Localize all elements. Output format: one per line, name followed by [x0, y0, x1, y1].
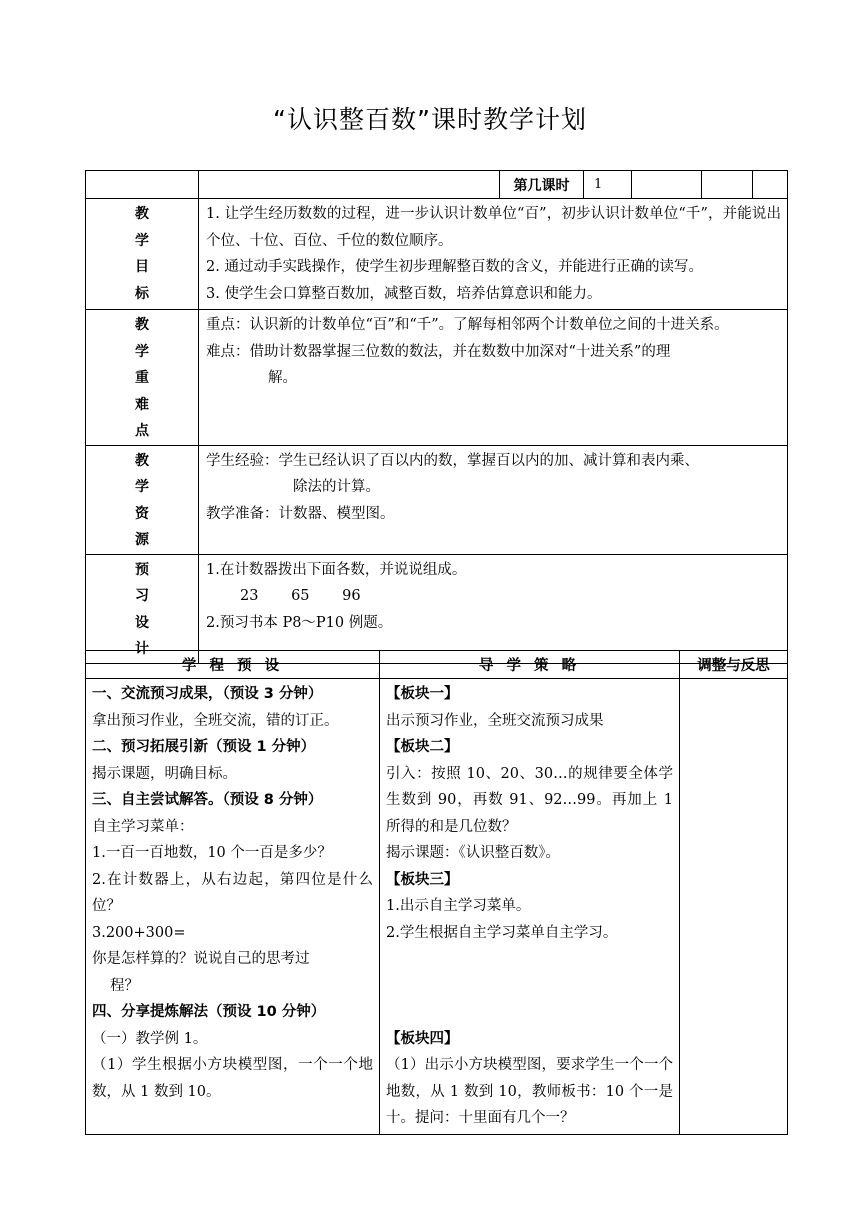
text-line: 1.出示自主学习菜单。: [386, 898, 531, 914]
text-line: 出示预习作业，全班交流预习成果: [386, 712, 604, 729]
lesson-number-value: 1: [584, 171, 632, 199]
lesson-number-label: 第几课时: [500, 171, 584, 199]
preview-label: 预 习 设 计: [86, 554, 199, 663]
blank-cell: [632, 171, 702, 199]
section-heading: 二、预习拓展引新（预设 1 分钟）: [92, 739, 316, 755]
experience-text-cont: 除法的计算。: [293, 479, 380, 495]
objectives-label: 教 学 目 标: [86, 199, 199, 310]
key-points-label: 教 学 重 难 点: [86, 310, 199, 446]
section-heading: 【板块四】: [386, 1030, 459, 1047]
text-line: 程？: [110, 977, 139, 994]
learning-column-header: 学 程 预 设: [86, 651, 380, 679]
text-line: 3.200+300=: [92, 924, 186, 941]
spacer-line: [386, 946, 673, 973]
prep-text: 教学准备：计数器、模型图。: [206, 505, 395, 522]
text-line: （一）教学例 1。: [92, 1030, 208, 1047]
text-line: 揭示课题，明确目标。: [92, 765, 237, 782]
text-line: 2.学生根据自主学习菜单自主学习。: [386, 924, 618, 941]
text-line: 2.在计数器上，从右边起，第四位是什么位？: [92, 871, 373, 914]
lesson-plan-header-table: [85, 170, 788, 664]
blank-cell: [702, 171, 753, 199]
key-points-content: [199, 310, 788, 446]
preview-content: [199, 554, 788, 663]
teaching-process-table: [85, 650, 788, 1135]
preview-number: 96: [342, 588, 361, 604]
learning-process-cell: [86, 679, 380, 1135]
blank-cell: [86, 171, 199, 199]
spacer-line: [386, 999, 673, 1026]
page-title: “认识整百数”课时教学计划: [273, 105, 587, 134]
objectives-content: [199, 199, 788, 310]
text-line: 揭示课题：《认识整百数》。: [386, 845, 560, 861]
spacer-line: [386, 973, 673, 1000]
objective-line: 2. 通过动手实践操作，使学生初步理解整百数的含义，并能进行正确的读写。: [206, 259, 703, 275]
preview-number: 23: [240, 588, 259, 604]
guide-column-header: 导 学 策 略: [380, 651, 680, 679]
resources-label: 教 学 资 源: [86, 445, 199, 554]
section-heading: 【板块一】: [386, 686, 459, 702]
text-line: 你是怎样算的？说说自己的思考过: [92, 951, 310, 967]
text-line: 1.一百一百地数，10 个一百是多少？: [92, 845, 332, 861]
section-heading: 【板块二】: [386, 739, 459, 755]
text-line: （1）出示小方块模型图，要求学生一个一个地数，从 1 数到 10，教师板书：10 个一是十。提问：十里面有几个一？: [386, 1057, 673, 1126]
section-heading: 【板块三】: [386, 871, 459, 888]
section-heading: 一、交流预习成果，（预设 3 分钟）: [92, 686, 323, 702]
reflection-column-header: 调整与反思: [680, 651, 788, 679]
blank-cell: [753, 171, 788, 199]
experience-text: 学生经验：学生已经认识了百以内的数，掌握百以内的加、减计算和表内乘、: [206, 452, 699, 469]
blank-cell: [199, 171, 500, 199]
objective-line: 3. 使学生会口算整百数加，减整百数，培养估算意识和能力。: [206, 285, 602, 302]
text-line: 拿出预习作业，全班交流，错的订正。: [92, 712, 339, 729]
preview-line-2: 2.预习书本 P8～P10 例题。: [206, 614, 393, 631]
objective-line: 1. 让学生经历数数的过程，进一步认识计数单位“百”，初步认识计数单位“千”，并能说出个位、十位、百位、千位的数位顺序。: [206, 206, 781, 249]
guide-strategy-cell: [380, 679, 680, 1135]
reflection-cell: [680, 679, 788, 1135]
section-heading: 三、自主尝试解答。（预设 8 分钟）: [92, 792, 323, 808]
text-line: 自主学习菜单：: [92, 818, 194, 835]
difficulty-text: 难点：借助计数器掌握三位数的数法，并在数数中加深对“十进关系”的理: [206, 343, 671, 360]
preview-numbers: [206, 583, 781, 610]
resources-content: [199, 445, 788, 554]
difficulty-text-cont: 解。: [268, 370, 297, 386]
text-line: （1）学生根据小方块模型图，一个一个地数，从 1 数到 10。: [92, 1057, 373, 1100]
section-heading: 四、分享提炼解法（预设 10 分钟）: [92, 1004, 326, 1020]
text-line: 引入：按照 10、20、30…的规律要全体学生数到 90，再数 91、92…99。再加上 1 所得的和是几位数？: [386, 765, 673, 835]
focus-text: 重点：认识新的计数单位“百”和“千”。了解每相邻两个计数单位之间的十进关系。: [206, 317, 729, 333]
preview-number: 65: [291, 588, 310, 604]
preview-line-1: 1.在计数器拨出下面各数，并说说组成。: [206, 561, 467, 578]
